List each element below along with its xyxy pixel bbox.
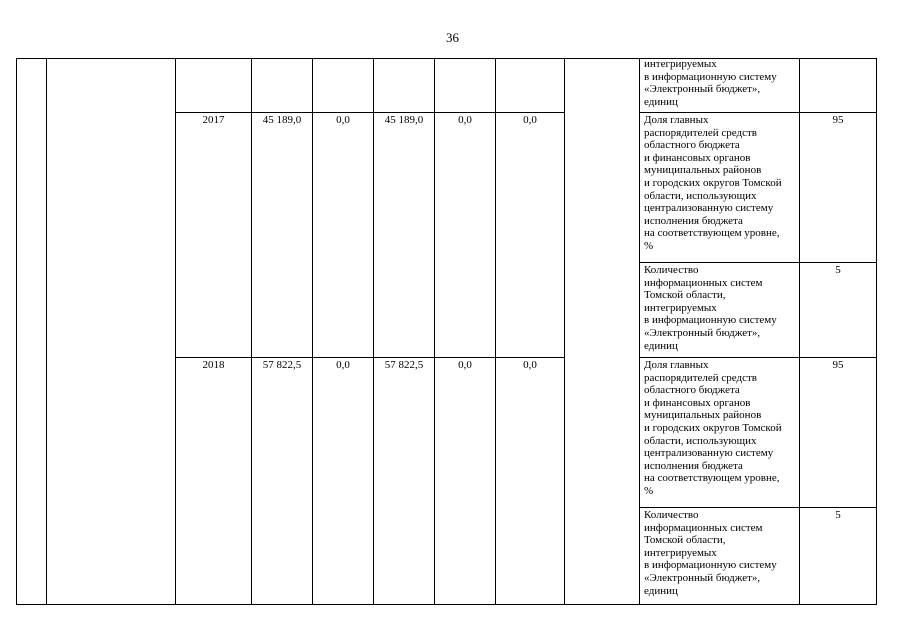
column-divider bbox=[639, 58, 640, 604]
amount-cell: 45 189,0 bbox=[384, 114, 424, 126]
amount-cell: 0,0 bbox=[523, 114, 537, 126]
row-divider-2017 bbox=[639, 112, 877, 113]
indicator-text: интегрируемых в информационную систему «Электронный бюджет», единиц bbox=[644, 58, 777, 108]
indicator-divider bbox=[639, 262, 877, 263]
column-divider bbox=[564, 58, 565, 604]
indicator-text: Доля главных распорядителей средств областного бюджета и финансовых органов муниципальных районов и городских округов Томской области, использующих централизованную систему исполнения бюджета на соответствующем уровне, % bbox=[644, 114, 782, 252]
column-divider bbox=[434, 58, 435, 604]
year-cell: 2018 bbox=[202, 359, 225, 371]
indicator-text: Количество информационных систем Томской области, интегрируемых в информационную систему «Электронный бюджет», единиц bbox=[644, 509, 777, 597]
amount-cell: 0,0 bbox=[336, 114, 350, 126]
table-border-right bbox=[876, 58, 877, 604]
amount-cell: 57 822,5 bbox=[384, 359, 424, 371]
indicator-text: Количество информационных систем Томской области, интегрируемых в информационную систему «Электронный бюджет», единиц bbox=[644, 264, 777, 352]
total-cell: 45 189,0 bbox=[262, 114, 302, 126]
amount-cell: 0,0 bbox=[523, 359, 537, 371]
column-divider bbox=[312, 58, 313, 604]
amount-cell: 0,0 bbox=[458, 359, 472, 371]
indicator-value: 95 bbox=[832, 359, 844, 371]
indicator-value: 5 bbox=[835, 264, 841, 276]
indicator-divider bbox=[639, 507, 877, 508]
table-border-bottom bbox=[16, 604, 877, 605]
column-divider bbox=[46, 58, 47, 604]
year-cell: 2017 bbox=[202, 114, 225, 126]
amount-cell: 0,0 bbox=[458, 114, 472, 126]
column-divider bbox=[251, 58, 252, 604]
column-divider bbox=[495, 58, 496, 604]
total-cell: 57 822,5 bbox=[262, 359, 302, 371]
row-divider-2018 bbox=[639, 357, 877, 358]
amount-cell: 0,0 bbox=[336, 359, 350, 371]
indicator-text: Доля главных распорядителей средств областного бюджета и финансовых органов муниципальных районов и городских округов Томской области, использующих централизованную систему исполнения бюджета на соответствующем уровне, % bbox=[644, 359, 782, 497]
row-divider-2018 bbox=[175, 357, 564, 358]
column-divider bbox=[175, 58, 176, 604]
row-divider-2017 bbox=[175, 112, 564, 113]
column-divider bbox=[373, 58, 374, 604]
column-divider bbox=[799, 58, 800, 604]
table-border-left bbox=[16, 58, 17, 604]
indicator-value: 95 bbox=[832, 114, 844, 126]
page-number: 36 bbox=[446, 30, 459, 45]
indicator-value: 5 bbox=[835, 509, 841, 521]
